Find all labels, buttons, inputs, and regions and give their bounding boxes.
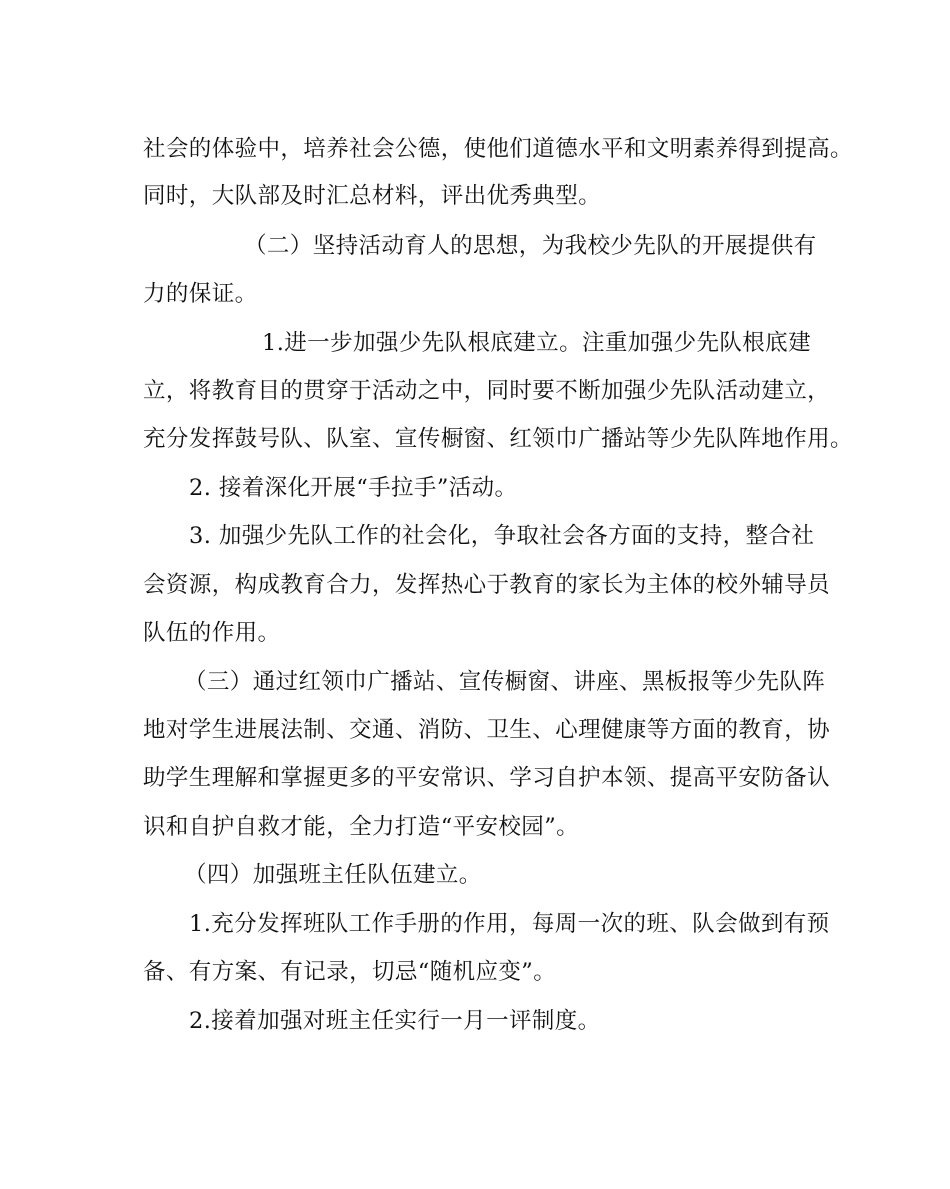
section-heading-3: （三）通过红领巾广播站、宣传橱窗、讲座、黑板报等少先队阵 <box>184 669 826 695</box>
paragraph-line: 队伍的作用。 <box>143 620 281 646</box>
paragraph-line: 社会的体验中，培养社会公德，使他们道德水平和文明素养得到提高。 <box>143 136 853 162</box>
paragraph-line: 力的保证。 <box>143 281 258 307</box>
section-heading-4: （四）加强班主任队伍建立。 <box>184 862 482 888</box>
section-heading-2: （二）坚持活动育人的思想，为我校少先队的开展提供有 <box>244 233 817 259</box>
list-item-line: 1.进一步加强少先队根底建立。注重加强少先队根底建 <box>262 330 811 356</box>
paragraph-line: 立，将教育目的贯穿于活动之中，同时要不断加强少先队活动建立， <box>143 378 831 404</box>
paragraph-line: 同时，大队部及时汇总材料，评出优秀典型。 <box>143 183 602 209</box>
list-item-line: 1.充分发挥班队工作手册的作用，每周一次的班、队会做到有预 <box>189 911 830 937</box>
paragraph-line: 地对学生进展法制、交通、消防、卫生、心理健康等方面的教育，协 <box>143 717 831 743</box>
paragraph-line: 助学生理解和掌握更多的平安常识、学习自护本领、提高平安防备认 <box>143 765 831 791</box>
list-item-line: 2.接着加强对班主任实行一月一评制度。 <box>189 1008 601 1034</box>
list-item-line: 2. 接着深化开展“手拉手”活动。 <box>189 475 518 501</box>
list-item-line: 3. 加强少先队工作的社会化，争取社会各方面的支持，整合社 <box>189 523 815 549</box>
paragraph-line: 备、有方案、有记录，切忌“随机应变”。 <box>143 959 557 985</box>
paragraph-line: 识和自护自救才能，全力打造“平安校园”。 <box>143 814 580 840</box>
paragraph-line: 充分发挥鼓号队、队室、宣传橱窗、红领巾广播站等少先队阵地作用。 <box>143 426 853 452</box>
paragraph-line: 会资源，构成教育合力，发挥热心于教育的家长为主体的校外辅导员 <box>143 572 831 598</box>
